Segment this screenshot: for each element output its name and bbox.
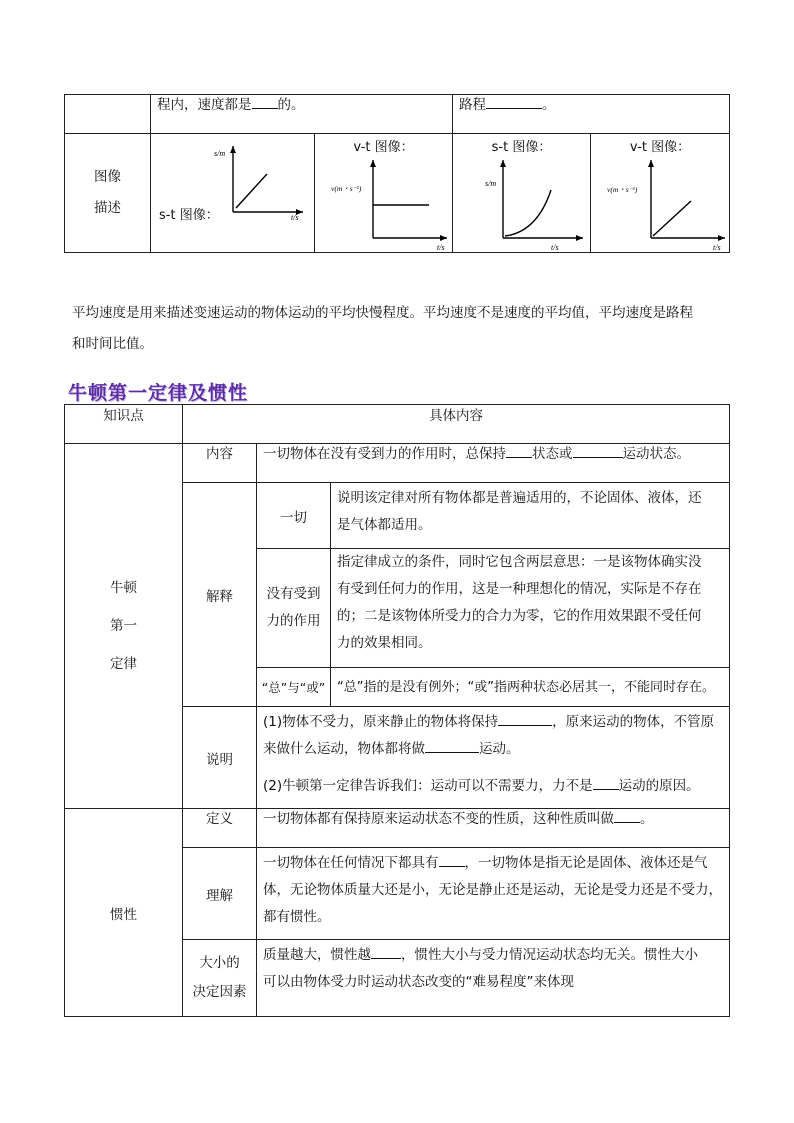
graph-label-2: 描述 [94, 200, 121, 216]
und-line-3: 都有惯性。 [263, 909, 331, 925]
content-text-2: 状态或 [532, 446, 573, 462]
axis-v-label: v(m・s⁻¹) [607, 185, 638, 194]
yiqie-cell [331, 483, 730, 549]
zonghuo-label: “总”与“或” [257, 668, 331, 707]
factor-line-2: 可以由物体受力时运动状态改变的“难易程度”来体现 [263, 974, 574, 990]
variable-vt-graph [607, 156, 729, 252]
blank[interactable] [371, 946, 401, 959]
newton-law-label [65, 444, 183, 809]
content-text-3: 运动状态。 [622, 446, 690, 462]
noforce-text-4: 力的效果相同。 [337, 635, 432, 651]
uniform-cell [151, 95, 453, 134]
explain-label: 解释 [183, 483, 257, 707]
uniform-after: 的。 [277, 97, 305, 113]
blank[interactable] [486, 96, 542, 109]
zonghuo-cell: “总”指的是没有例外；“或”指两种状态必居其一，不能同时存在。 [331, 668, 730, 707]
axis-v-label: v(m・s⁻¹) [331, 184, 362, 193]
noforce-text-1: 指定律成立的条件，同时它包含两层意思：一是该物体确实没 [337, 554, 702, 570]
axis-t-label: t/s [551, 243, 559, 252]
axis-t-label: t/s [291, 213, 299, 222]
header-content: 具体内容 [183, 405, 730, 444]
section-title: 牛顿第一定律及惯性 [68, 382, 249, 404]
blank[interactable] [506, 445, 532, 458]
variable-after: 。 [542, 97, 556, 113]
uniform-st-cell [151, 134, 315, 253]
def-label: 定义 [183, 809, 257, 848]
note-line-3: (2)牛顿第一定律告诉我们：运动可以不需要力，力不是 运动的原因。 [263, 778, 700, 794]
noforce-label [257, 549, 331, 668]
noforce-text-3: 的；二是该物体所受力的合力为零，它的作用效果跟不受任何 [337, 608, 702, 624]
avg-speed-line-1: 平均速度是用来描述变速运动的物体运动的平均快慢程度。平均速度不是速度的平均值，平均速度是路程 [72, 305, 693, 321]
axis-t-label: t/s [713, 243, 721, 252]
uniform-vt-title: v-t 图像： [353, 140, 414, 155]
inertia-label: 惯性 [65, 809, 183, 1017]
factor-label [183, 940, 257, 1017]
blank[interactable] [593, 777, 619, 790]
graph-row-label [65, 134, 151, 253]
graph-label-1: 图像 [94, 169, 121, 185]
variable-st-cell [453, 134, 591, 253]
blank[interactable] [252, 96, 278, 109]
variable-vt-cell [591, 134, 730, 253]
understand-cell [257, 848, 730, 940]
yiqie-text-1: 说明该定律对所有物体都是普遍适用的，不论固体、液体，还 [337, 490, 702, 506]
note-line-1: (1)物体不受力，原来静止的物体将保持 ，原来运动的物体，不管原 [263, 714, 715, 730]
newton-label-1: 牛顿 [110, 580, 137, 596]
uniform-st-title: s-t 图像： [159, 208, 219, 223]
avg-speed-line-2: 和时间比值。 [72, 336, 153, 352]
axis-s-label: s/m [485, 179, 497, 188]
header-knowledge-point: 知识点 [65, 405, 183, 444]
yiqie-label: 一切 [257, 483, 331, 549]
variable-st-graph [477, 156, 587, 252]
blank[interactable] [425, 740, 479, 753]
axis-s-label: s/m [214, 149, 226, 158]
motion-table [64, 94, 730, 253]
note-label: 说明 [183, 707, 257, 809]
uniform-text: 程内，速度都是 [157, 97, 252, 113]
blank[interactable] [439, 854, 465, 867]
variable-vt-title: v-t 图像： [629, 140, 691, 155]
yiqie-text-2: 是气体都适用。 [337, 517, 432, 533]
und-line-1: 一切物体在任何情况下都具有 ，一切物体是指无论是固体、液体还是气 [263, 855, 708, 871]
understand-label: 理解 [183, 848, 257, 940]
factor-label-2: 决定因素 [192, 984, 247, 1000]
avg-speed-paragraph [72, 298, 732, 360]
variable-text: 路程 [459, 97, 486, 113]
variable-cell [453, 95, 730, 134]
uniform-vt-cell [315, 134, 453, 253]
noforce-label-2: 力的作用 [266, 613, 321, 629]
content-cell [257, 444, 730, 483]
variable-st-title: s-t 图像： [491, 140, 552, 155]
newton-table [64, 404, 730, 1017]
blank[interactable] [614, 810, 640, 823]
blank[interactable] [498, 713, 552, 726]
noforce-cell [331, 549, 730, 668]
und-line-2: 体，无论物体质量大还是小，无论是静止还是运动，无论是受力还是不受力， [263, 882, 722, 898]
def-cell: 一切物体都有保持原来运动状态不变的性质，这种性质叫做 。 [257, 809, 730, 848]
factor-line-1: 质量越大，惯性越 ，惯性大小与受力情况运动状态均无关。惯性大小 [263, 947, 698, 963]
note-line-2: 来做什么运动，物体都将做 运动。 [263, 741, 520, 757]
uniform-vt-graph [331, 156, 451, 252]
content-label: 内容 [183, 444, 257, 483]
uniform-st-graph [214, 142, 307, 222]
content-text-1: 一切物体在没有受到力的作用时，总保持 [263, 446, 506, 462]
noforce-label-1: 没有受到 [266, 586, 321, 602]
newton-label-2: 第一 [110, 618, 137, 634]
factor-label-1: 大小的 [199, 955, 240, 971]
note-cell [257, 707, 730, 809]
blank[interactable] [573, 445, 623, 458]
noforce-text-2: 有受到任何力的作用，这是一种理想化的情况，实际是不存在 [337, 581, 702, 597]
factor-cell [257, 940, 730, 1017]
newton-label-3: 定律 [110, 656, 137, 672]
axis-t-label: t/s [437, 243, 445, 252]
motion-table-empty-cell [65, 95, 151, 134]
